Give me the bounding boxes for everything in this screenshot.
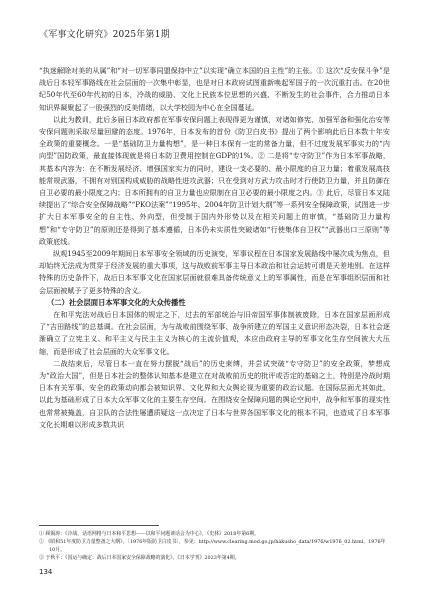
paragraph-2: 以此为教训，此后多届日本政府都在军事安保问题上表现得更为谨慎，对诸如修宪、加强军备和强化治安等安保问题则采取尽量回避的态度。1976年，日本发布的首份《防卫白皮书》提出了两个影响此后日本数十年安全政策的重要概念。一是“基础防卫力量构想”，是一种日本保有一定的常备力量，但不过度发展军事实力的“内向型”国防政策，最直接体现就是将日本防卫费用控制在GDP的1%。② 二是将“专守防卫”作为日本军事战略，其基本内容为：在不断发展经济、增强国家实力的同时，建设一支必要的、最小限度的自卫力量；着重发展高技能常规武器，不拥有对别国构成威胁的战略性进攻武器；只在受到对方武力攻击时才行使防卫力量，并且防御在自卫必要的最小限度之内；日本所拥有的自卫力量也应限制在自卫必要的最小限度之内。③ 此后，尽管日本又陆续提出了“综合安全保障战略”“PKO法案”“1995年、2004年防卫计划大纲”等一系列安全保障政策，试图进一步扩大日本军事安全的自主性、外向型，但受制于国内外形势以及在相关问题上的审慎，“基础防卫力量构想”和“专守防卫”的原则还是得到了基本遵循，日本仍未实质性突破诸如“行使集体自卫权”“武器出口三原则”等政策底线。 [39,114,390,246]
paragraph-3: 纵观1945至2009年期间日本军事安全领域的历史演变，军事议程在日本国家发展路线中屡次成为焦点，但却始终无法成为贯穿于经济发展的重大事项，这与战败前军事主导日本政治和社会运转可谓是天差地别。在这样特殊的历史条件下，战后日本军事文化在国家层面就很难具备传统意义上的军事属性，而是在军事组织层面和社会层面被赋予了更多特殊的含义。 [39,249,390,295]
paragraph-5: 二战结束后，尽管日本一直在努力摆脱“战后”的历史束缚，并尝试突破“专守防卫”的安全政策，梦想成为“政治大国”，但是日本社会的整体认知基本是建立在对战败前历史的批评或否定的基础之上，特别是冷战时期日本有关军事、安全的政策动向都会被知识界、文化界和大众舆论视为重要的政治议题。在国际层面尤其如此，以此为基础形成了日本大众军事文化的主要生存空间。在围绕安全保障问题的舆论空间中，战争和军事的现实性也常常被掩盖，自卫队的合法性屡遭质疑这一点决定了日本与世界各国军事文化的根本不同，也造成了日本军事文化长期难以形成多数共识 [39,358,390,429]
footnotes [39,530,390,562]
footnote-1: ① 顾锡涛：《冷战、话语网格与日本和平思想——以和平问题谈话会为中心》，《史林》2018年第6期。 [39,531,260,537]
footnote-3: ③ 于秋平：《国运与确定：战后日本国家安全保障战略的演化》，《日本学刊》2023年第4期。 [39,555,240,562]
footnote-2: ② 《昭和51年度防卫力量整备之大纲》，〔1976年版防卫白皮书〕，参见：http://www.clearing.mod.go.jp/hakusho_data/1976/w1976_02.html，1976年10月。 [39,539,386,554]
running-header: 《军事文化研究》2025年第1期 [39,30,170,40]
section-heading: （二）社会层面日本军事文化的大众传播性 [47,297,186,307]
paragraph-1: “执迷解除对美的从属”和“对一切军事同盟保持中立”以实现“确立本国的自主性”的主张。① 这次“反安保斗争”是战后日本轻军事路线在社会层面的一次集中彰显，也是对日本政府试图重新唤起军国子的一次沉重打击。在20世纪50年代至60年代初的日本，冷战的威胁、文化上民族本位思想的兴盛、不断发生的社会事件，合力推动日本知识界凝聚起了一股强烈的反美情绪，以大学校园为中心在全国蔓延。 [39,66,390,112]
article-body [39,65,390,431]
footnote-divider [39,525,159,526]
paragraph-4: 在和平宪法对战后日本国体的规定之下，过去的军部统治与旧帝国军事体制被废除，日本在国家层面形成了“吉田路线”的总基调。在社会层面，为与战败前围绕军事、战争所建立的军国主义意识形态决裂，日本社会逐渐确立了立宪主义、和平主义与民主主义为核心的主流价值观，本应由政府主导的军事文化生存空间被大大压缩，而是形成了社会层面的大众军事文化。 [39,310,390,356]
page-number: 134 [39,568,53,576]
